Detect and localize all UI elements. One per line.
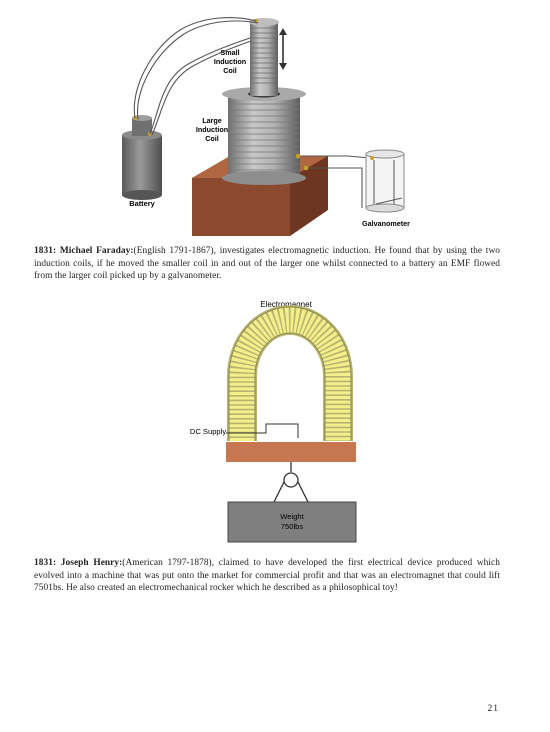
henry-electromagnet-figure: [160, 296, 400, 546]
label-small-coil-line1: Small: [220, 48, 240, 57]
label-large-coil-line2: Induction: [195, 125, 229, 134]
label-large-coil-line3: Coil: [205, 134, 219, 143]
battery-illustration: [122, 115, 162, 200]
henry-paragraph: [34, 557, 500, 595]
label-galvanometer: Galvanometer: [362, 219, 410, 228]
terminal-dot: [296, 154, 301, 159]
galvanometer-illustration: [366, 150, 404, 212]
label-small-coil-line3: Coil: [223, 66, 237, 75]
armature-bar: [226, 442, 356, 462]
label-small-coil-line2: Induction: [213, 57, 247, 66]
henry-lead: 1831: Joseph Henry:: [34, 558, 123, 568]
large-induction-coil: [222, 87, 306, 185]
faraday-lead: 1831: Michael Faraday:: [34, 246, 134, 256]
page-number: 21: [487, 704, 499, 714]
henry-body: (American 1797-1878), claimed to have developed the first electrical device produced which evolved into a machine that was put onto the market for commercial profit and that was an electromagnet that could lift 7501bs. He also created an electromechanical rocker which he described as a philosophical toy!: [34, 558, 500, 593]
label-large-coil-line1: Large: [202, 116, 222, 125]
up-down-arrow-icon: [279, 28, 287, 70]
electromagnet-coil: [229, 307, 351, 441]
label-battery: Battery: [129, 199, 155, 208]
hanging-hook: [274, 462, 308, 502]
faraday-body: (English 1791-1867), investigates electromagnetic induction. He found that by using the two induction coils, if he moved the smaller coil in and out of the larger one whilst connected to a battery an EMF flowed from the larger coil picked up by a galvanometer.: [34, 246, 500, 281]
faraday-induction-figure: [100, 8, 440, 240]
faraday-paragraph: [34, 245, 500, 283]
label-weight: Weight: [280, 512, 304, 521]
small-induction-coil: [249, 18, 279, 96]
label-weight-value: 750lbs: [280, 522, 304, 531]
terminal-dot: [304, 166, 309, 171]
label-electromagnet: Electromagnet: [260, 300, 312, 309]
label-dc-supply: DC Supply: [189, 427, 227, 436]
